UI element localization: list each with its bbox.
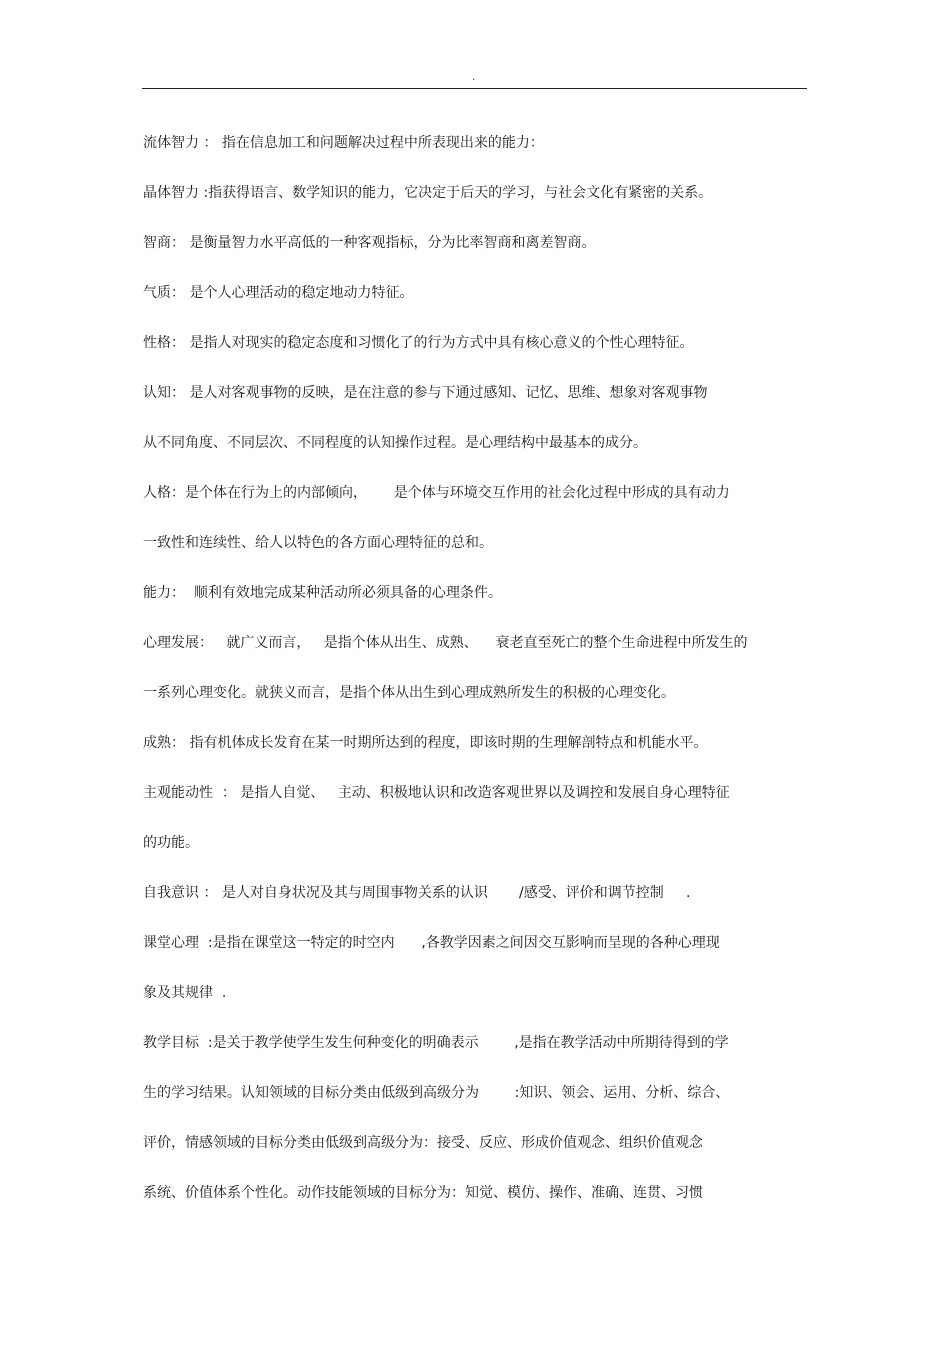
text-line: 主观能动性 ： 是指人自觉、 主动、积极地认识和改造客观世界以及调控和发展自身心理特征 <box>143 785 730 801</box>
text-line: 从不同角度、不同层次、不同程度的认知操作过程。是心理结构中最基本的成分。 <box>143 435 647 451</box>
text-line: 人格：是个体在行为上的内部倾向， 是个体与环境交互作用的社会化过程中形成的具有动力 <box>143 485 730 501</box>
text-line: 晶体智力 :指获得语言、数学知识的能力，它决定于后天的学习，与社会文化有紧密的关系。 <box>143 185 713 201</box>
text-line: 智商： 是衡量智力水平高低的一种客观指标，分为比率智商和离差智商。 <box>143 235 596 251</box>
text-line: 成熟： 指有机体成长发育在某一时期所达到的程度，即该时期的生理解剖特点和机能水平。 <box>143 735 708 751</box>
text-line: 流体智力 ： 指在信息加工和问题解决过程中所表现出来的能力： <box>143 135 544 151</box>
text-line: 系统、价值体系个性化。动作技能领域的目标分为：知觉、模仿、操作、准确、连贯、习惯 <box>143 1185 703 1201</box>
header-rule <box>142 88 807 89</box>
text-line: 气质： 是个人心理活动的稳定地动力特征。 <box>143 285 414 301</box>
text-line: 评价，情感领域的目标分类由低级到高级分为：接受、反应、形成价值观念、组织价值观念 <box>143 1135 703 1151</box>
text-line: 的功能。 <box>143 835 199 851</box>
text-line: 能力： 顺利有效地完成某种活动所必须具备的心理条件。 <box>143 585 502 601</box>
text-line: 生的学习结果。认知领域的目标分类由低级到高级分为 :知识、领会、运用、分析、综合、 <box>143 1085 730 1101</box>
text-line: 一致性和连续性、给人以特色的各方面心理特征的总和。 <box>143 535 493 551</box>
text-line: 象及其规律 . <box>143 985 227 1001</box>
text-line: 一系列心理变化。就狭义而言，是指个体从出生到心理成熟所发生的积极的心理变化。 <box>143 685 675 701</box>
header-mark: . <box>472 72 476 83</box>
text-line: 课堂心理 :是指在课堂这一特定的时空内 ,各教学因素之间因交互影响而呈现的各种心理现 <box>143 935 720 951</box>
text-line: 性格： 是指人对现实的稳定态度和习惯化了的行为方式中具有核心意义的个性心理特征。 <box>143 335 694 351</box>
text-line: 自我意识 ： 是人对自身状况及其与周围事物关系的认识 /感受、评价和调节控制 . <box>143 885 691 901</box>
text-line: 认知： 是人对客观事物的反映，是在注意的参与下通过感知、记忆、思维、想象对客观事物 <box>143 385 708 401</box>
document-body <box>143 130 783 1230</box>
text-line: 教学目标 :是关于教学使学生发生何种变化的明确表示 ,是指在教学活动中所期待得到的学 <box>143 1035 729 1051</box>
text-line: 心理发展： 就广义而言， 是指个体从出生、成熟、 衰老直至死亡的整个生命进程中所发生的 <box>143 635 748 651</box>
